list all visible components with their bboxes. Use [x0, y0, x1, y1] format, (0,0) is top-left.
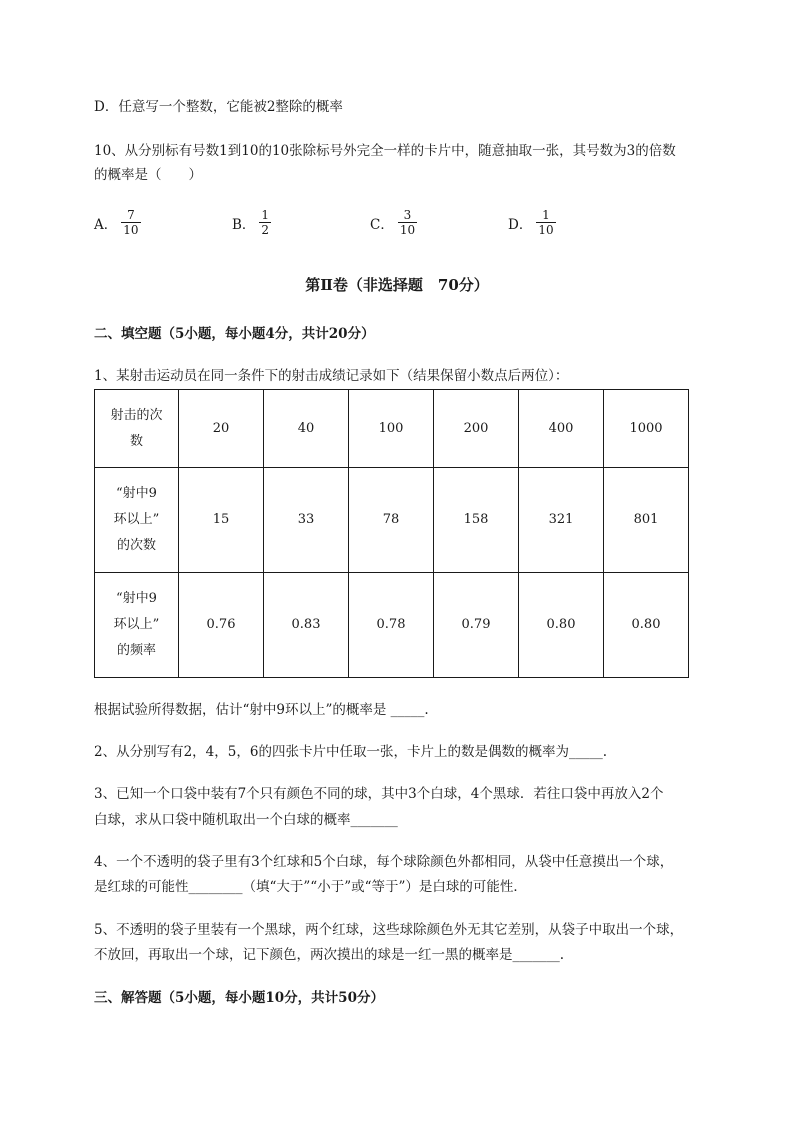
q1-question: 根据试验所得数据，估计“射中9环以上”的概率是 _____.	[94, 702, 429, 718]
q5-line2: 不放回，再取出一个球，记下颜色，两次摸出的球是一红一黑的概率是_______.	[94, 947, 565, 963]
fraction-numerator: 1	[542, 208, 550, 222]
table-cell: 0.78	[349, 573, 434, 678]
table-cell: 0.79	[434, 573, 519, 678]
fraction	[121, 208, 140, 237]
q5-line1: 5、不透明的袋子里装有一个黑球，两个红球，这些球除颜色外无其它差别，从袋子中取出一个球，	[94, 922, 684, 938]
row-header	[95, 468, 179, 573]
row-header-line: 环以上”	[113, 617, 160, 632]
fraction	[259, 208, 271, 237]
table-cell: 20	[179, 390, 264, 468]
fraction-denominator: 10	[538, 223, 554, 237]
q10-option-b	[232, 208, 271, 237]
q10-stem-line1: 10、从分别标有号数1到10的10张除标号外完全一样的卡片中，随意抽取一张，其号数为3的倍数	[94, 143, 676, 159]
table-cell: 15	[179, 468, 264, 573]
q10-stem-line2: 的概率是（ ）	[94, 167, 202, 183]
fraction-numerator: 1	[261, 208, 270, 222]
row-header-line: “射中9	[116, 591, 157, 606]
row-header-line: 的次数	[116, 538, 156, 553]
row-header-line: 射击的次	[110, 407, 163, 423]
row-header	[95, 573, 179, 678]
option-label: C．	[370, 216, 394, 233]
fraction-numerator: 3	[403, 208, 412, 222]
fraction-denominator: 10	[123, 223, 139, 237]
q10-option-a	[94, 208, 141, 237]
table-row	[95, 468, 689, 573]
table-cell: 33	[264, 468, 349, 573]
table-cell: 321	[519, 468, 604, 573]
table-cell: 158	[434, 468, 519, 573]
table-row	[95, 573, 689, 678]
row-header-line: 的频率	[116, 643, 156, 658]
q1-intro: 1、某射击运动员在同一条件下的射击成绩记录如下（结果保留小数点后两位）：	[94, 368, 569, 384]
fraction-numerator: 7	[127, 208, 135, 222]
fraction-denominator: 10	[399, 223, 416, 237]
table-cell: 100	[349, 390, 434, 468]
fraction	[398, 208, 417, 237]
table-cell: 40	[264, 390, 349, 468]
q4-line1: 4、一个不透明的袋子里有3个红球和5个白球，每个球除颜色外都相同，从袋中任意摸出一个球，	[94, 854, 674, 870]
q10-option-c	[370, 208, 417, 237]
row-header-line: 环以上”	[113, 512, 160, 527]
option-label: A．	[94, 216, 118, 233]
table-cell: 1000	[604, 390, 689, 468]
table-cell: 0.83	[264, 573, 349, 678]
option-label: D．	[508, 216, 533, 233]
q2-text: 2、从分别写有2，4，5，6的四张卡片中任取一张，卡片上的数是偶数的概率为_____.	[94, 744, 607, 760]
table-cell: 200	[434, 390, 519, 468]
option-label: B．	[232, 216, 256, 233]
q3-line1: 3、已知一个口袋中装有7个只有颜色不同的球，其中3个白球，4个黑球．若往口袋中再放入2个	[94, 786, 664, 802]
section3-heading: 三、解答题（5小题，每小题10分，共计50分）	[94, 990, 384, 1006]
q10-option-d	[508, 208, 556, 237]
table-cell: 400	[519, 390, 604, 468]
table-cell: 801	[604, 468, 689, 573]
section2-heading: 二、填空题（5小题，每小题4分，共计20分）	[94, 326, 375, 342]
shooting-record-table	[94, 389, 689, 678]
q3-line2: 白球，求从口袋中随机取出一个白球的概率_______	[94, 812, 398, 828]
fraction-denominator: 2	[261, 223, 270, 237]
table-cell: 78	[349, 468, 434, 573]
row-header-line: “射中9	[116, 486, 157, 501]
table-cell: 0.80	[519, 573, 604, 678]
q4-line2: 是红球的可能性________（填“大于”“小于”或“等于”）是白球的可能性．	[94, 879, 527, 895]
row-header	[95, 390, 179, 468]
fraction	[536, 208, 555, 237]
table-row	[95, 390, 689, 468]
row-header-line: 数	[129, 433, 143, 449]
q9-option-d: D．任意写一个整数，它能被2整除的概率	[94, 99, 343, 115]
table-cell: 0.76	[179, 573, 264, 678]
part2-title: 第Ⅱ卷（非选择题 70分）	[305, 276, 489, 294]
table-cell: 0.80	[604, 573, 689, 678]
